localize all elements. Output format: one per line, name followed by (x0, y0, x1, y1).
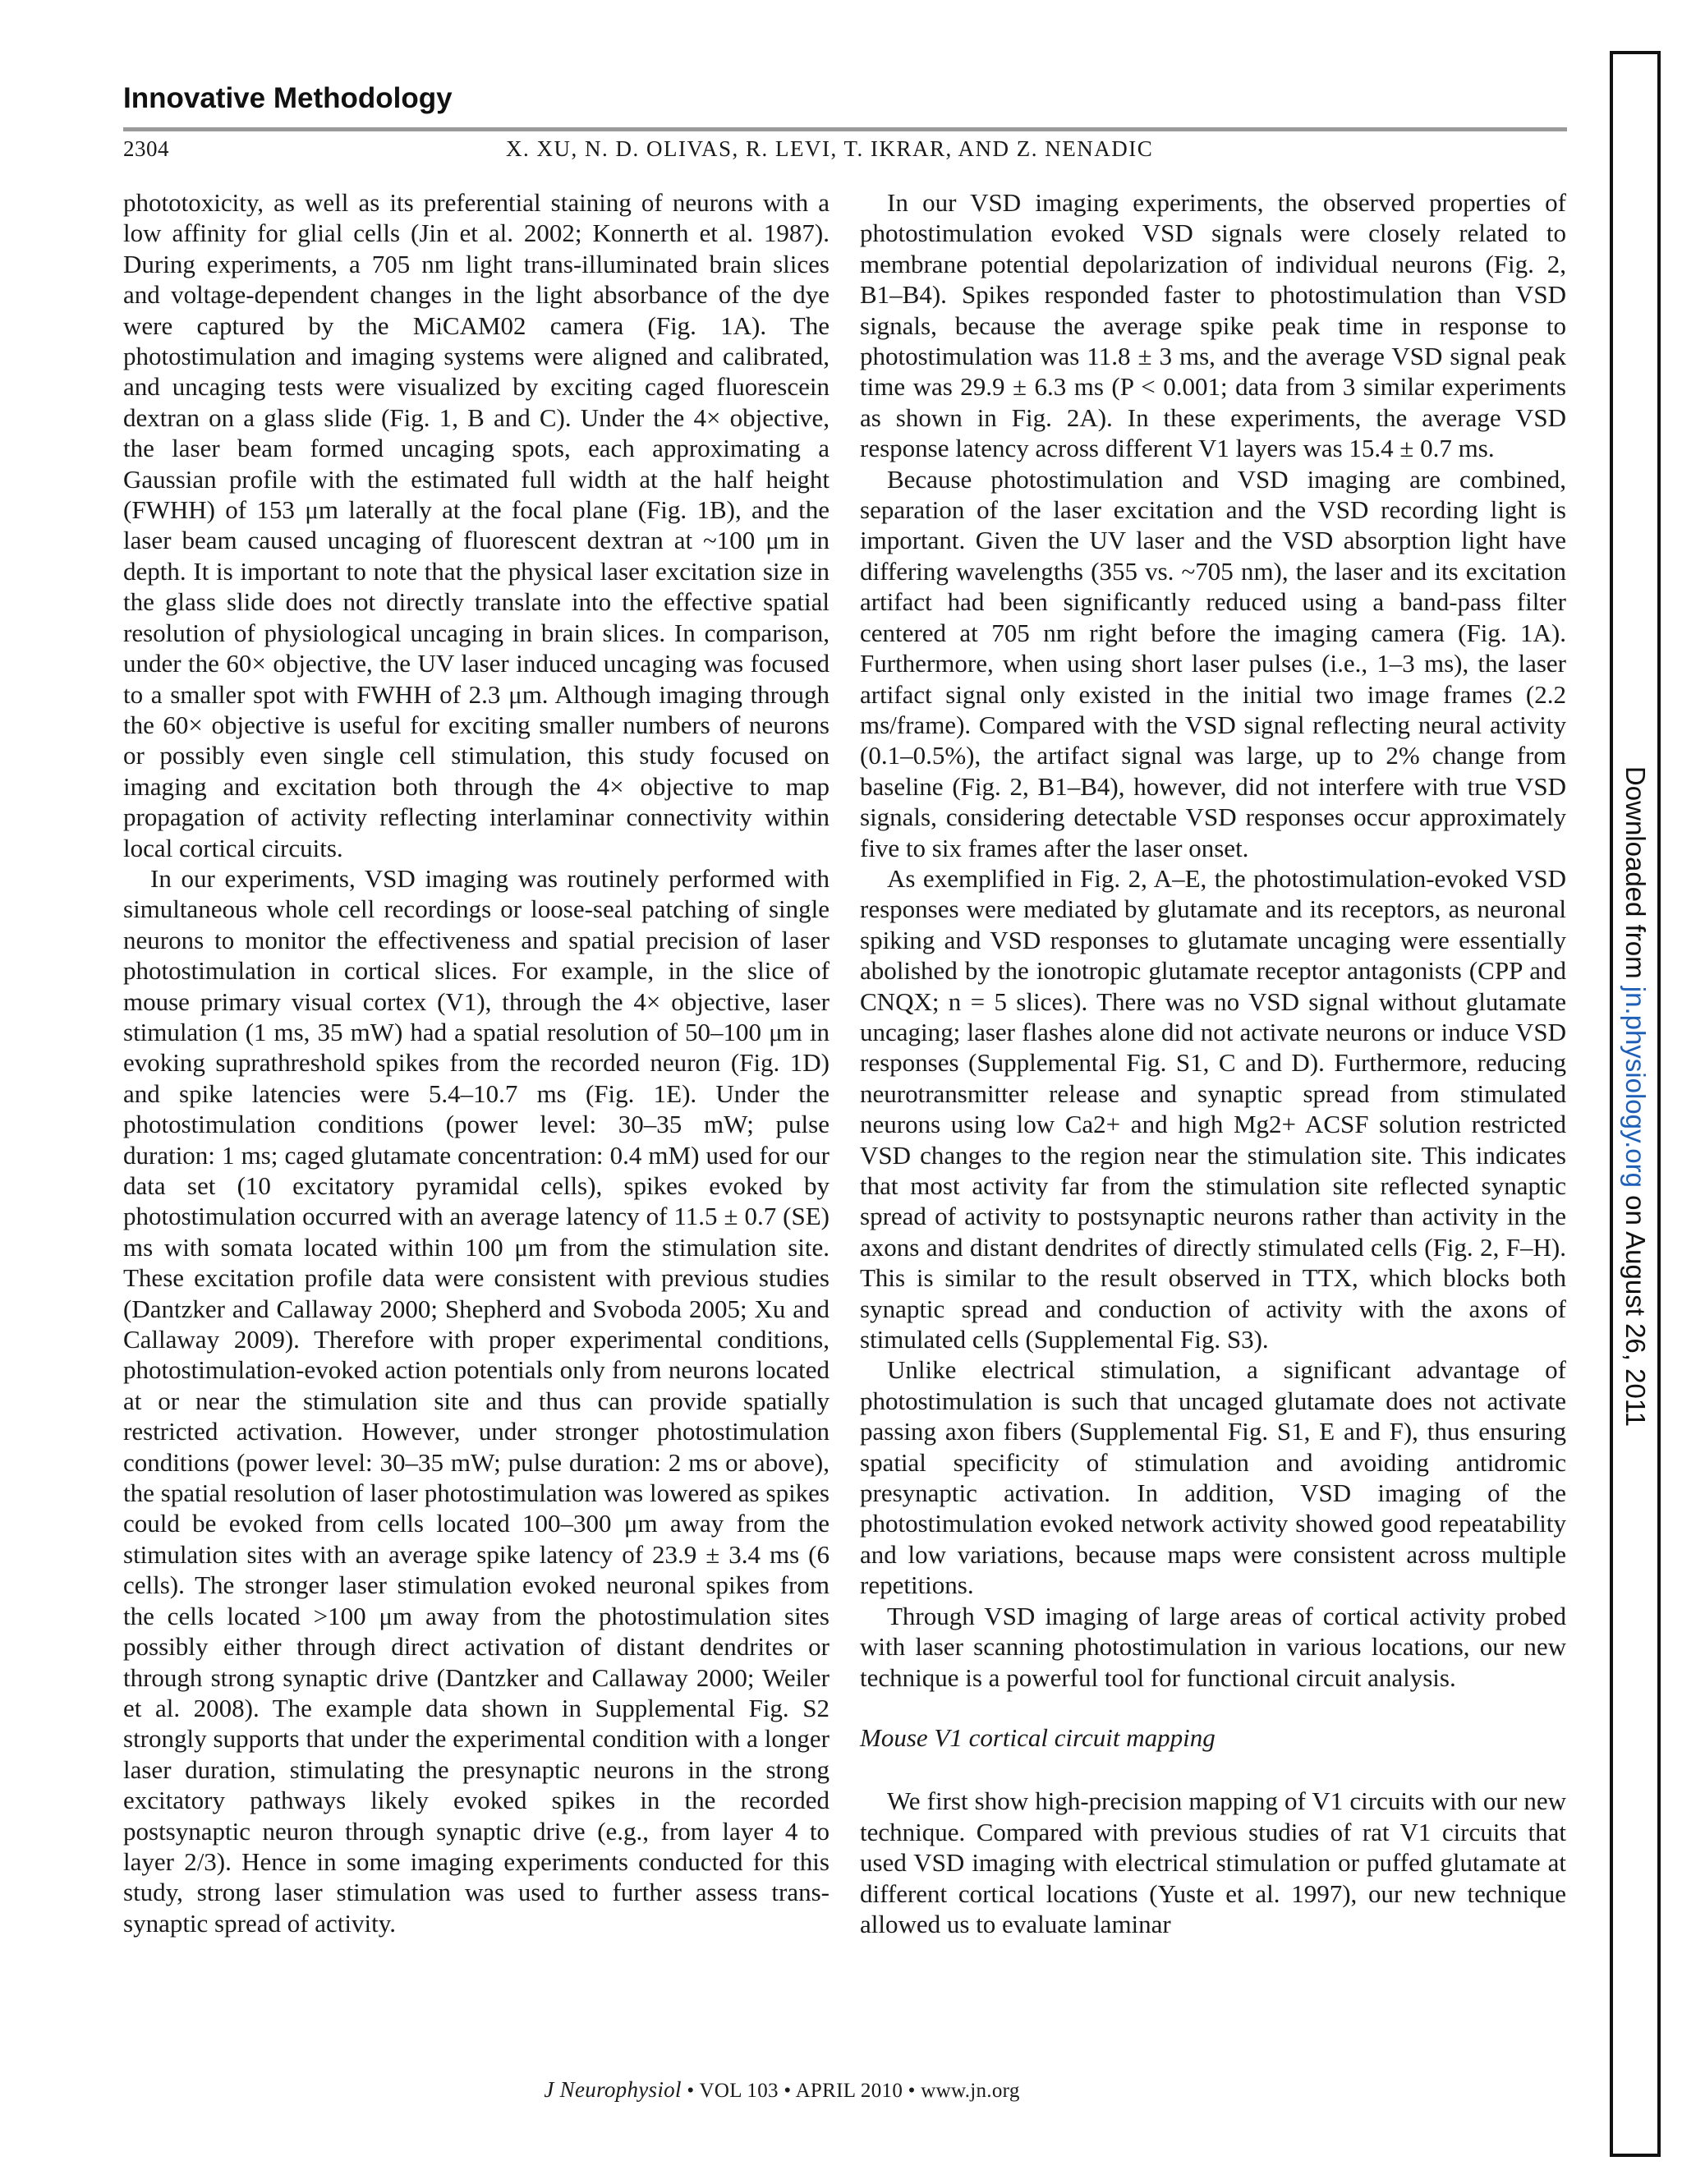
footer-info: • VOL 103 • APRIL 2010 • www.jn.org (687, 2080, 1020, 2102)
right-paragraph-2: Because photostimulation and VSD imaging are combined, separation of the laser excitation and the VSD recording light is important. Given the UV laser and the VSD absorption light have differing wavelengths (355 vs. ~705 nm), the laser and its excitation artifact had been significantly reduced using a band-pass filter centered at 705 nm right before the imaging camera (Fig. 1A). Furthermore, when using short laser pulses (i.e., 1–3 ms), the laser artifact signal only existed in the initial two image frames (2.2 ms/frame). Compared with the VSD signal reflecting neural activity (0.1–0.5%), the artifact signal was large, up to 2% change from baseline (Fig. 2, B1–B4), however, did not interfere with true VSD signals, considering detectable VSD responses occur approximately five to six frames after the laser onset. (860, 464, 1566, 862)
right-column (860, 187, 1566, 1939)
left-column (123, 187, 830, 1938)
download-link[interactable]: jn.physiology.org (1620, 986, 1651, 1188)
left-paragraph-1: phototoxicity, as well as its preferential staining of neurons with a low affinity for glial cells (Jin et al. 2002; Konnerth et al. 1987). During experiments, a 705 nm light trans-illuminated brain slices and voltage-dependent changes in the light absorbance of the dye were captured by the MiCAM02 camera (Fig. 1A). The photostimulation and imaging systems were aligned and calibrated, and uncaging tests were visualized by exciting caged fluorescein dextran on a glass slide (Fig. 1, B and C). Under the 4× objective, the laser beam formed uncaging spots, each approximating a Gaussian profile with the estimated full width at the half height (FWHH) of 153 μm laterally at the focal plane (Fig. 1B), and the laser beam caused uncaging of fluorescent dextran at ~100 μm in depth. It is important to note that the physical laser excitation size in the glass slide does not directly translate into the effective spatial resolution of physiological uncaging in brain slices. In comparison, under the 60× objective, the UV laser induced uncaging was focused to a smaller spot with FWHH of 2.3 μm. Although imaging through the 60× objective is useful for exciting smaller numbers of neurons or possibly even single cell stimulation, this study focused on imaging and excitation both through the 4× objective to map propagation of activity reflecting interlaminar connectivity within local cortical circuits. (123, 188, 830, 862)
page-footer (0, 2077, 1564, 2103)
footer-journal: J Neurophysiol (544, 2077, 682, 2102)
section-heading: Mouse V1 cortical circuit mapping (860, 1722, 1216, 1752)
right-paragraph-6: We first show high-precision mapping of V1 circuits with our new technique. Compared with previous studies of rat V1 circuits that used VSD imaging with electrical stimulation or puffed glutamate at different cortical locations (Yuste et al. 1997), our new technique allowed us to evaluate laminar (860, 1786, 1566, 1938)
download-sidebar (1620, 766, 1651, 1427)
right-paragraph-5: Through VSD imaging of large areas of cortical activity probed with laser scanning photostimulation in various locations, our new technique is a powerful tool for functional circuit analysis. (860, 1601, 1566, 1692)
section-label: Innovative Methodology (123, 82, 453, 114)
right-paragraph-4: Unlike electrical stimulation, a significant advantage of photostimulation is such that uncaged glutamate does not activate passing axon fibers (Supplemental Fig. S1, E and F), thus ensuring spatial specificity of stimulation and avoiding antidromic presynaptic activation. In addition, VSD imaging of the photostimulation evoked network activity showed good repeatability and low variations, because maps were consistent across multiple repetitions. (860, 1355, 1566, 1600)
download-prefix: Downloaded from (1620, 766, 1651, 979)
download-suffix: on August 26, 2011 (1620, 1195, 1651, 1428)
running-head-authors: X. XU, N. D. OLIVAS, R. LEVI, T. IKRAR, AND Z. NENADIC (506, 136, 1154, 161)
page-number: 2304 (123, 136, 169, 161)
right-paragraph-1: In our VSD imaging experiments, the observed properties of photostimulation evoked VSD signals were closely related to membrane potential depolarization of individual neurons (Fig. 2, B1–B4). Spikes responded faster to photostimulation than VSD signals, because the average spike peak time in response to photostimulation was 11.8 ± 3 ms, and the average VSD signal peak time was 29.9 ± 6.3 ms (P < 0.001; data from 3 similar experiments as shown in Fig. 2A). In these experiments, the average VSD response latency across different V1 layers was 15.4 ± 0.7 ms. (860, 188, 1566, 463)
left-paragraph-2: In our experiments, VSD imaging was routinely performed with simultaneous whole cell recordings or loose-seal patching of single neurons to monitor the effectiveness and spatial precision of laser photostimulation in cortical slices. For example, in the slice of mouse primary visual cortex (V1), through the 4× objective, laser stimulation (1 ms, 35 mW) had a spatial resolution of 50–100 μm in evoking suprathreshold spikes from the recorded neuron (Fig. 1D) and spike latencies were 5.4–10.7 ms (Fig. 1E). Under the photostimulation conditions (power level: 30–35 mW; pulse duration: 1 ms; caged glutamate concentration: 0.4 mM) used for our data set (10 excitatory pyramidal cells), spikes evoked by photostimulation occurred with an average latency of 11.5 ± 0.7 (SE) ms with somata located within 100 μm from the stimulation site. These excitation profile data were consistent with previous studies (Dantzker and Callaway 2000; Shepherd and Svoboda 2005; Xu and Callaway 2009). Therefore with proper experimental conditions, photostimulation-evoked action potentials only from neurons located at or near the stimulation site and thus can provide spatially restricted activation. However, under stronger photostimulation conditions (power level: 30–35 mW; pulse duration: 2 ms or above), the spatial resolution of laser photostimulation was lowered as spikes could be evoked from cells located 100–300 μm away from the stimulation sites with an average spike latency of 23.9 ± 3.4 ms (6 cells). The stronger laser stimulation evoked neuronal spikes from the cells located >100 μm away from the photostimulation sites possibly either through direct activation of distant dendrites or through strong synaptic drive (Dantzker and Callaway 2000; Weiler et al. 2008). The example data shown in Supplemental Fig. S2 strongly supports that under the experimental condition with a longer laser duration, stimulating the presynaptic neurons in the strong excitatory pathways likely evoked spikes in the recorded postsynaptic neuron through synaptic drive (e.g., from layer 4 to layer 2/3). Hence in some imaging experiments conducted for this study, strong laser stimulation was used to further assess trans-synaptic spread of activity. (123, 863, 830, 1938)
right-paragraph-3: As exemplified in Fig. 2, A–E, the photostimulation-evoked VSD responses were mediated by glutamate and its receptors, as neuronal spiking and VSD responses to glutamate uncaging were essentially abolished by the ionotropic glutamate receptor antagonists (CPP and CNQX; n = 5 slices). There was no VSD signal without glutamate uncaging; laser flashes alone did not activate neurons or induce VSD responses (Supplemental Fig. S1, C and D). Furthermore, reducing neurotransmitter release and synaptic spread from stimulated neurons using low Ca2+ and high Mg2+ ACSF solution restricted VSD changes to the region near the stimulation site. This indicates that most activity far from the stimulation site reflected synaptic spread of activity to postsynaptic neurons rather than activity in the axons and distant dendrites of directly stimulated cells (Fig. 2, F–H). This is similar to the result observed in TTX, which blocks both synaptic spread and conduction of activity with the axons of stimulated cells (Supplemental Fig. S3). (860, 863, 1566, 1354)
header-rule (123, 127, 1567, 131)
